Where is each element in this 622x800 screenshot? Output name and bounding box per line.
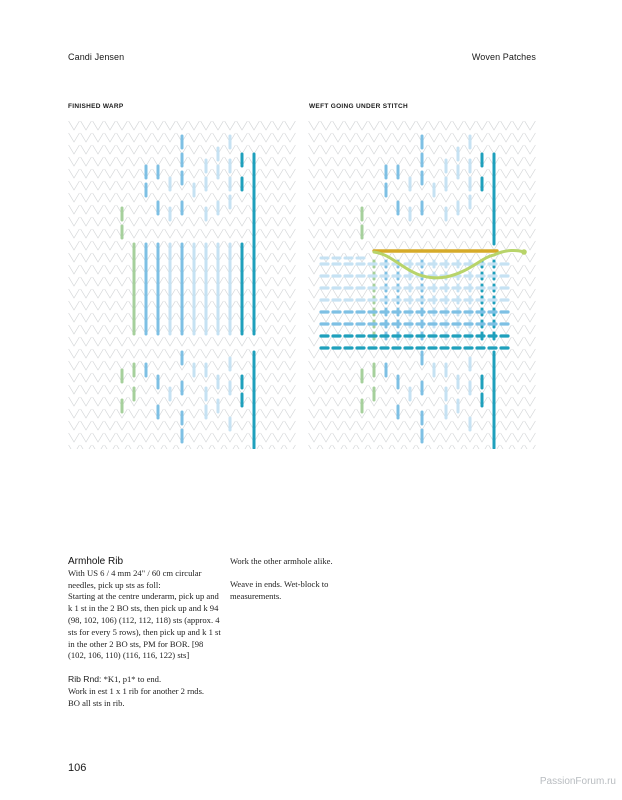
caption-finished-warp: FINISHED WARP — [68, 103, 124, 110]
page-number: 106 — [68, 762, 87, 774]
pickup-instructions: Starting at the centre underarm, pick up and k 1 st in the 2 BO sts, then pick up and k 94 (98, 102, 106) (112, 112, 118) sts (approx. 4 sts for every 5 rows), then pick up and k 1 st in the other 2 BO sts, PM for BOR. [98 (102, 106, 110) (116, 116, 122) sts] — [68, 591, 221, 661]
other-armhole-line: Work the other armhole alike. — [230, 556, 333, 566]
rib-round — [68, 674, 223, 686]
header-author: Candi Jensen — [68, 52, 125, 62]
weft-under-stitch-svg — [308, 121, 536, 449]
watermark: PassionForum.ru — [539, 776, 616, 787]
caption-weft-under-stitch: WEFT GOING UNDER STITCH — [309, 103, 408, 110]
weft-under-stitch-chart — [308, 121, 536, 449]
finishing-section — [230, 556, 380, 602]
armhole-rib-heading: Armhole Rib — [68, 556, 124, 567]
finished-warp-chart — [68, 121, 296, 449]
finished-warp-svg — [68, 121, 296, 449]
armhole-rib-section — [68, 556, 223, 710]
rib-round-text: *K1, p1* to end. — [103, 674, 162, 685]
weft-yarn-end — [521, 249, 527, 255]
weave-in-line: Weave in ends. Wet-block to measurements. — [230, 578, 329, 601]
rib-round-label: Rib Rnd: — [68, 674, 102, 685]
rib-work-line: Work in est 1 x 1 rib for another 2 rnds. — [68, 685, 205, 696]
pickup-intro: With US 6 / 4 mm 24" / 60 cm circular needles, pick up sts as foll: — [68, 567, 202, 590]
header-title: Woven Patches — [471, 52, 536, 62]
bind-off-line: BO all sts in rib. — [68, 697, 125, 708]
